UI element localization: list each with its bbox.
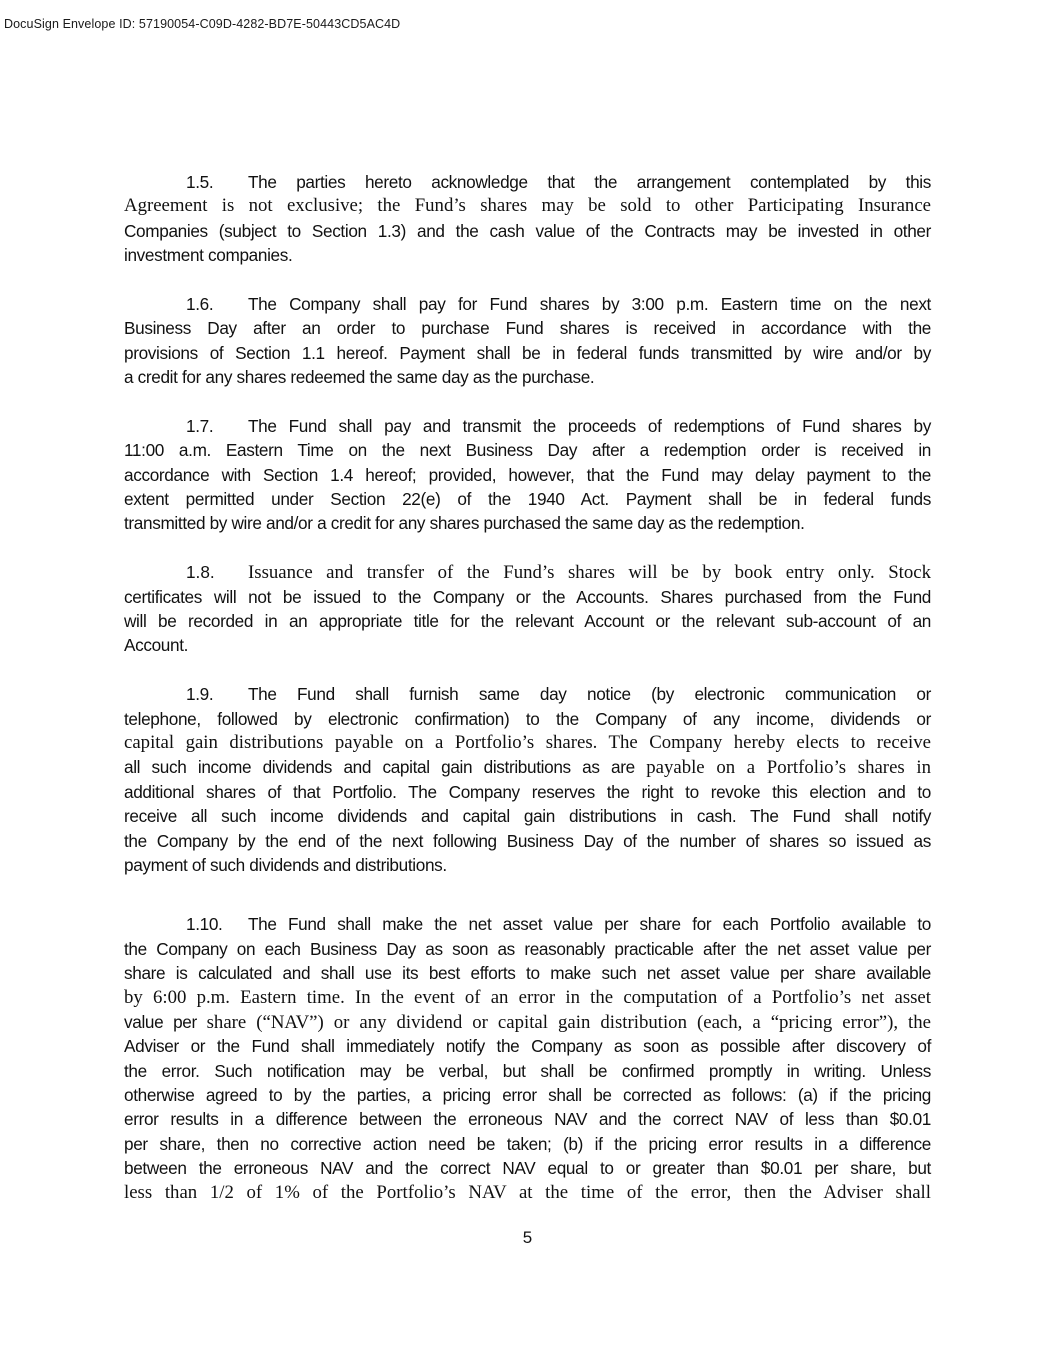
text-line: Issuance and transfer of the Fund’s shares will be by book entry only. Stock [248,562,931,584]
paragraph-spacer [124,877,931,912]
section-1-5-line-1 [124,170,931,194]
section-1-10-line-2: the Company on each Business Day as soon as reasonably practicable after the net asset value per [124,938,931,959]
section-1-5 [124,170,931,268]
section-1-10 [124,912,931,1205]
section-1-10-line-11: between the erroneous NAV and the correct NAV equal to or greater than $0.01 per share, but [124,1158,931,1179]
text-line: The parties hereto acknowledge that the arrangement contemplated by this [248,172,931,192]
section-1-7-line-3: accordance with Section 1.4 hereof; provided, however, that the Fund may delay payment to the [124,464,931,485]
paragraph-spacer [124,536,931,560]
section-number: 1.8. [186,562,215,583]
paragraph-spacer [124,268,931,292]
section-1-6-line-4: a credit for any shares redeemed the same day as the purchase. [124,367,595,388]
text-line: The Company shall pay for Fund shares by 3:00 p.m. Eastern time on the next [248,293,931,314]
docusign-envelope-id: DocuSign Envelope ID: 57190054-C09D-4282-BD7E-50443CD5AC4D [4,17,401,31]
section-1-10-line-9: error results in a difference between the erroneous NAV and the correct NAV of less than $0.01 [124,1109,931,1130]
section-1-5-line-2: Agreement is not exclusive; the Fund’s shares may be sold to other Participating Insurance [124,195,931,217]
paragraph-spacer [124,390,931,414]
text-line: The Fund shall furnish same day notice (by electronic communication or [248,684,931,705]
paragraph-spacer [124,658,931,682]
section-1-9-line-5: additional shares of that Portfolio. The Company reserves the right to revoke this election and to [124,781,931,802]
section-number: 1.6. [186,293,214,314]
section-1-8-line-2: certificates will not be issued to the Company or the Accounts. Shares purchased from the Fund [124,586,931,607]
section-1-9-line-3: capital gain distributions payable on a Portfolio’s shares. The Company hereby elects to receive [124,731,931,753]
section-1-7 [124,414,931,536]
text-segment: all such income dividends and capital gain distributions as are [124,757,647,778]
section-1-6-line-3: provisions of Section 1.1 hereof. Payment shall be in federal funds transmitted by wire and/or by [124,342,931,363]
section-1-8 [124,560,931,658]
section-1-9-line-6: receive all such income dividends and capital gain distributions in cash. The Fund shall notify [124,806,931,827]
section-1-10-line-4: by 6:00 p.m. Eastern time. In the event of an error in the computation of a Portfolio’s net asset [124,986,931,1008]
section-number: 1.5. [186,172,214,192]
section-1-10-line-3: share is calculated and shall use its best efforts to make such net asset value per share available [124,963,931,984]
section-1-10-line-7: the error. Such notification may be verbal, but shall be confirmed promptly in writing. Unless [124,1060,931,1081]
section-1-8-line-4: Account. [124,635,189,656]
section-1-10-line-8: otherwise agreed to by the parties, a pricing error shall be corrected as follows: (a) if the pricing [124,1085,931,1106]
section-1-10-line-6: Adviser or the Fund shall immediately notify the Company as soon as possible after discovery of [124,1036,931,1057]
section-1-10-line-12: less than 1/2 of 1% of the Portfolio’s NAV at the time of the error, then the Adviser shall [124,1181,931,1203]
section-1-9-line-8: payment of such dividends and distributions. [124,854,447,875]
section-1-7-line-4: extent permitted under Section 22(e) of the 1940 Act. Payment shall be in federal funds [124,489,931,510]
section-1-10-line-5 [124,1010,931,1034]
document-body [124,170,931,1205]
section-1-7-line-2: 11:00 a.m. Eastern Time on the next Business Day after a redemption order is received in [124,440,931,461]
section-1-6-line-1 [124,292,931,316]
text-line: The Fund shall pay and transmit the proceeds of redemptions of Fund shares by [248,415,931,436]
section-1-6 [124,292,931,390]
section-1-10-line-1 [124,912,931,936]
section-number: 1.7. [186,415,214,436]
text-segment: share (“NAV”) or any dividend or capital gain distribution (each, a “pricing error”), the [206,1011,931,1033]
text-line: The Fund shall make the net asset value per share for each Portfolio available to [248,914,931,935]
section-1-6-line-2: Business Day after an order to purchase Fund shares is received in accordance with the [124,318,931,339]
section-1-7-line-1 [124,414,931,438]
section-1-8-line-3: will be recorded in an appropriate title for the relevant Account or the relevant sub-account of an [124,611,931,632]
section-number: 1.10. [186,914,223,935]
text-segment: value per [124,1011,207,1032]
page-number: 5 [522,1228,533,1247]
text-segment: payable on a Portfolio’s shares in [646,757,931,779]
section-1-9-line-7: the Company by the end of the next following Business Day of the number of shares so issued as [124,830,931,851]
section-1-9-line-2: telephone, followed by electronic confirmation) to the Company of any income, dividends or [124,708,931,729]
section-number: 1.9. [186,684,214,705]
section-1-9-line-4 [124,755,931,779]
section-1-7-line-5: transmitted by wire and/or a credit for any shares purchased the same day as the redemption. [124,513,805,534]
section-1-5-line-4: investment companies. [124,245,293,266]
section-1-9-line-1 [124,682,931,706]
section-1-5-line-3: Companies (subject to Section 1.3) and the cash value of the Contracts may be invested in other [124,220,931,241]
section-1-8-line-1 [124,560,931,584]
section-1-10-line-10: per share, then no corrective action need be taken; (b) if the pricing error results in a difference [124,1133,931,1154]
section-1-9 [124,682,931,877]
